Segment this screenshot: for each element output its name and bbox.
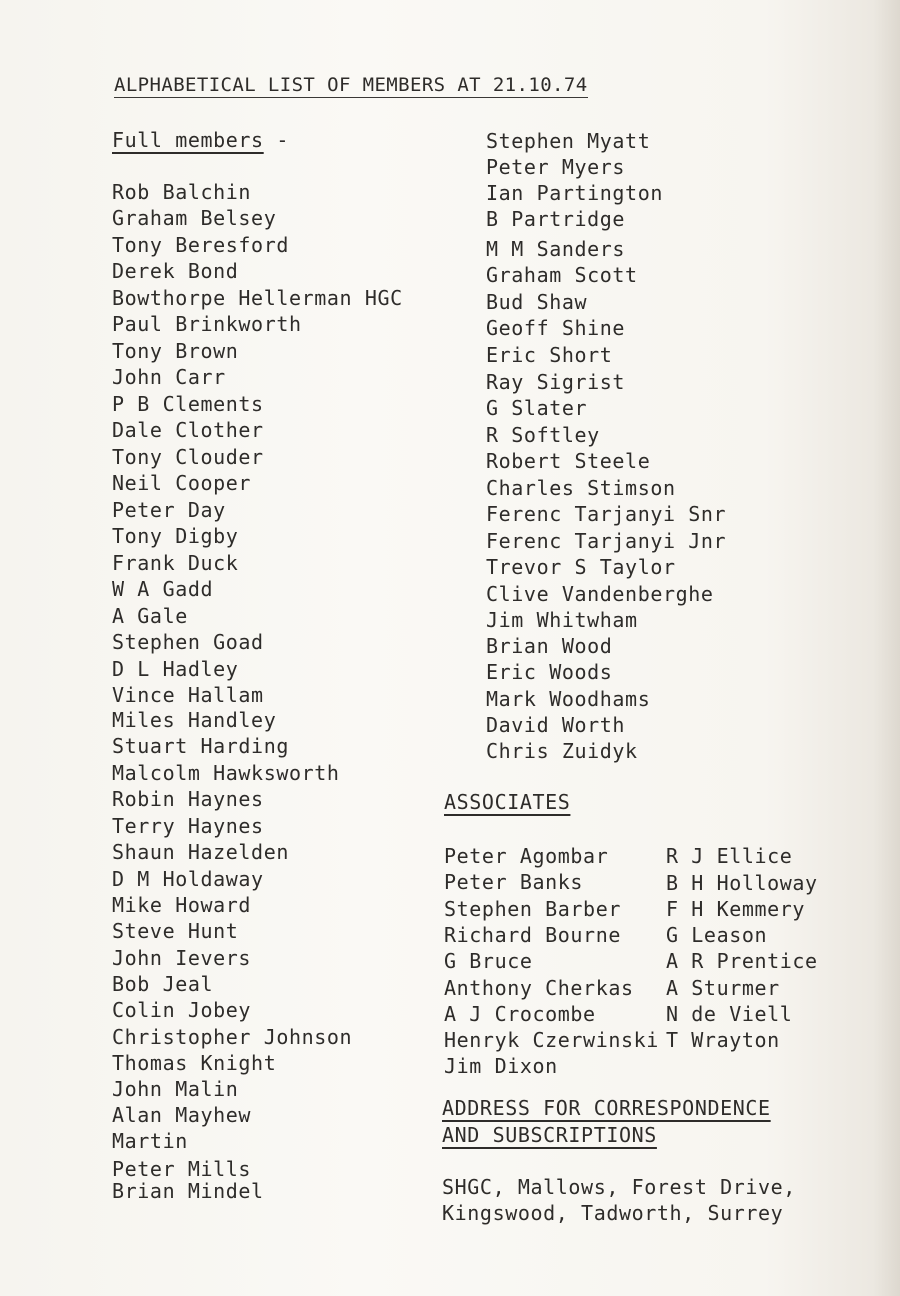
member-name: Graham Belsey: [112, 206, 277, 230]
associate-name: F H Kemmery: [666, 897, 806, 921]
member-name: Derek Bond: [112, 259, 239, 283]
member-name: Thomas Knight: [112, 1051, 277, 1075]
associate-name: A J Crocombe: [444, 1002, 596, 1026]
member-name: Steve Hunt: [112, 919, 239, 943]
member-name: Bob Jeal: [112, 972, 214, 996]
associate-name: G Leason: [666, 923, 768, 947]
member-name: Tony Beresford: [112, 233, 289, 257]
member-name: D L Hadley: [112, 657, 239, 681]
member-name: M M Sanders: [486, 237, 626, 261]
member-name: G Slater: [486, 396, 588, 420]
associates-heading: ASSOCIATES: [444, 790, 571, 814]
address-heading-line-1: ADDRESS FOR CORRESPONDENCE: [442, 1096, 771, 1120]
member-name: David Worth: [486, 713, 626, 737]
associate-name: B H Holloway: [666, 871, 818, 895]
associate-name: Stephen Barber: [444, 897, 621, 921]
member-name: R Softley: [486, 423, 600, 447]
full-members-label: Full members: [112, 128, 264, 152]
associate-name: N de Viell: [666, 1002, 793, 1026]
member-name: B Partridge: [486, 207, 626, 231]
member-name: Martin: [112, 1129, 188, 1153]
member-name: Ferenc Tarjanyi Snr: [486, 502, 727, 526]
associate-name: Richard Bourne: [444, 923, 621, 947]
full-members-label-row: [112, 128, 289, 152]
associate-name: Jim Dixon: [444, 1054, 558, 1078]
member-name: Robert Steele: [486, 449, 651, 473]
associate-name: Henryk Czerwinski: [444, 1028, 659, 1052]
full-members-dash: -: [276, 128, 290, 152]
member-name: Paul Brinkworth: [112, 312, 302, 336]
associate-name: A Sturmer: [666, 976, 780, 1000]
member-name: Tony Clouder: [112, 445, 264, 469]
associate-name: G Bruce: [444, 949, 533, 973]
member-name: Stuart Harding: [112, 734, 289, 758]
member-name: Vince Hallam: [112, 683, 264, 707]
member-name: Bowthorpe Hellerman HGC: [112, 286, 403, 310]
member-name: Ian Partington: [486, 181, 663, 205]
member-name: Peter Day: [112, 498, 226, 522]
member-name: Peter Mills: [112, 1157, 252, 1181]
member-name: Malcolm Hawksworth: [112, 761, 340, 785]
associate-name: Peter Agombar: [444, 844, 609, 868]
member-name: Neil Cooper: [112, 471, 252, 495]
associate-name: Anthony Cherkas: [444, 976, 634, 1000]
member-name: Bud Shaw: [486, 290, 588, 314]
member-name: W A Gadd: [112, 577, 214, 601]
member-name: P B Clements: [112, 392, 264, 416]
member-name: Alan Mayhew: [112, 1103, 252, 1127]
associate-name: A R Prentice: [666, 949, 818, 973]
member-name: Miles Handley: [112, 708, 277, 732]
associate-name: R J Ellice: [666, 844, 793, 868]
member-name: Chris Zuidyk: [486, 739, 638, 763]
address-line-1: SHGC, Mallows, Forest Drive,: [442, 1175, 796, 1199]
member-name: Stephen Goad: [112, 630, 264, 654]
associate-name: T Wrayton: [666, 1028, 780, 1052]
member-name: Brian Wood: [486, 634, 613, 658]
member-name: John Carr: [112, 365, 226, 389]
member-name: John Ievers: [112, 946, 252, 970]
member-name: Frank Duck: [112, 551, 239, 575]
member-name: Tony Digby: [112, 524, 239, 548]
member-name: D M Holdaway: [112, 867, 264, 891]
member-name: Dale Clother: [112, 418, 264, 442]
member-name: Graham Scott: [486, 263, 638, 287]
member-name: Stephen Myatt: [486, 129, 651, 153]
address-line-2: Kingswood, Tadworth, Surrey: [442, 1201, 784, 1225]
member-name: Jim Whitwham: [486, 608, 638, 632]
member-name: Peter Myers: [486, 155, 626, 179]
member-name: A Gale: [112, 604, 188, 628]
member-name: Brian Mindel: [112, 1179, 264, 1203]
member-name: Mike Howard: [112, 893, 252, 917]
member-name: Ray Sigrist: [486, 370, 626, 394]
member-name: Ferenc Tarjanyi Jnr: [486, 529, 727, 553]
member-name: Tony Brown: [112, 339, 239, 363]
member-name: Clive Vandenberghe: [486, 582, 714, 606]
member-name: Christopher Johnson: [112, 1025, 353, 1049]
member-name: Charles Stimson: [486, 476, 676, 500]
member-name: Eric Woods: [486, 660, 613, 684]
page-heading: ALPHABETICAL LIST OF MEMBERS AT 21.10.74: [114, 74, 588, 96]
address-heading-line-2: AND SUBSCRIPTIONS: [442, 1123, 657, 1147]
member-name: Terry Haynes: [112, 814, 264, 838]
member-name: Eric Short: [486, 343, 613, 367]
member-name: Mark Woodhams: [486, 687, 651, 711]
member-name: Colin Jobey: [112, 998, 252, 1022]
associate-name: Peter Banks: [444, 870, 584, 894]
member-name: Shaun Hazelden: [112, 840, 289, 864]
member-name: Robin Haynes: [112, 787, 264, 811]
member-name: Trevor S Taylor: [486, 555, 676, 579]
member-name: John Malin: [112, 1077, 239, 1101]
member-name: Rob Balchin: [112, 180, 252, 204]
member-name: Geoff Shine: [486, 316, 626, 340]
